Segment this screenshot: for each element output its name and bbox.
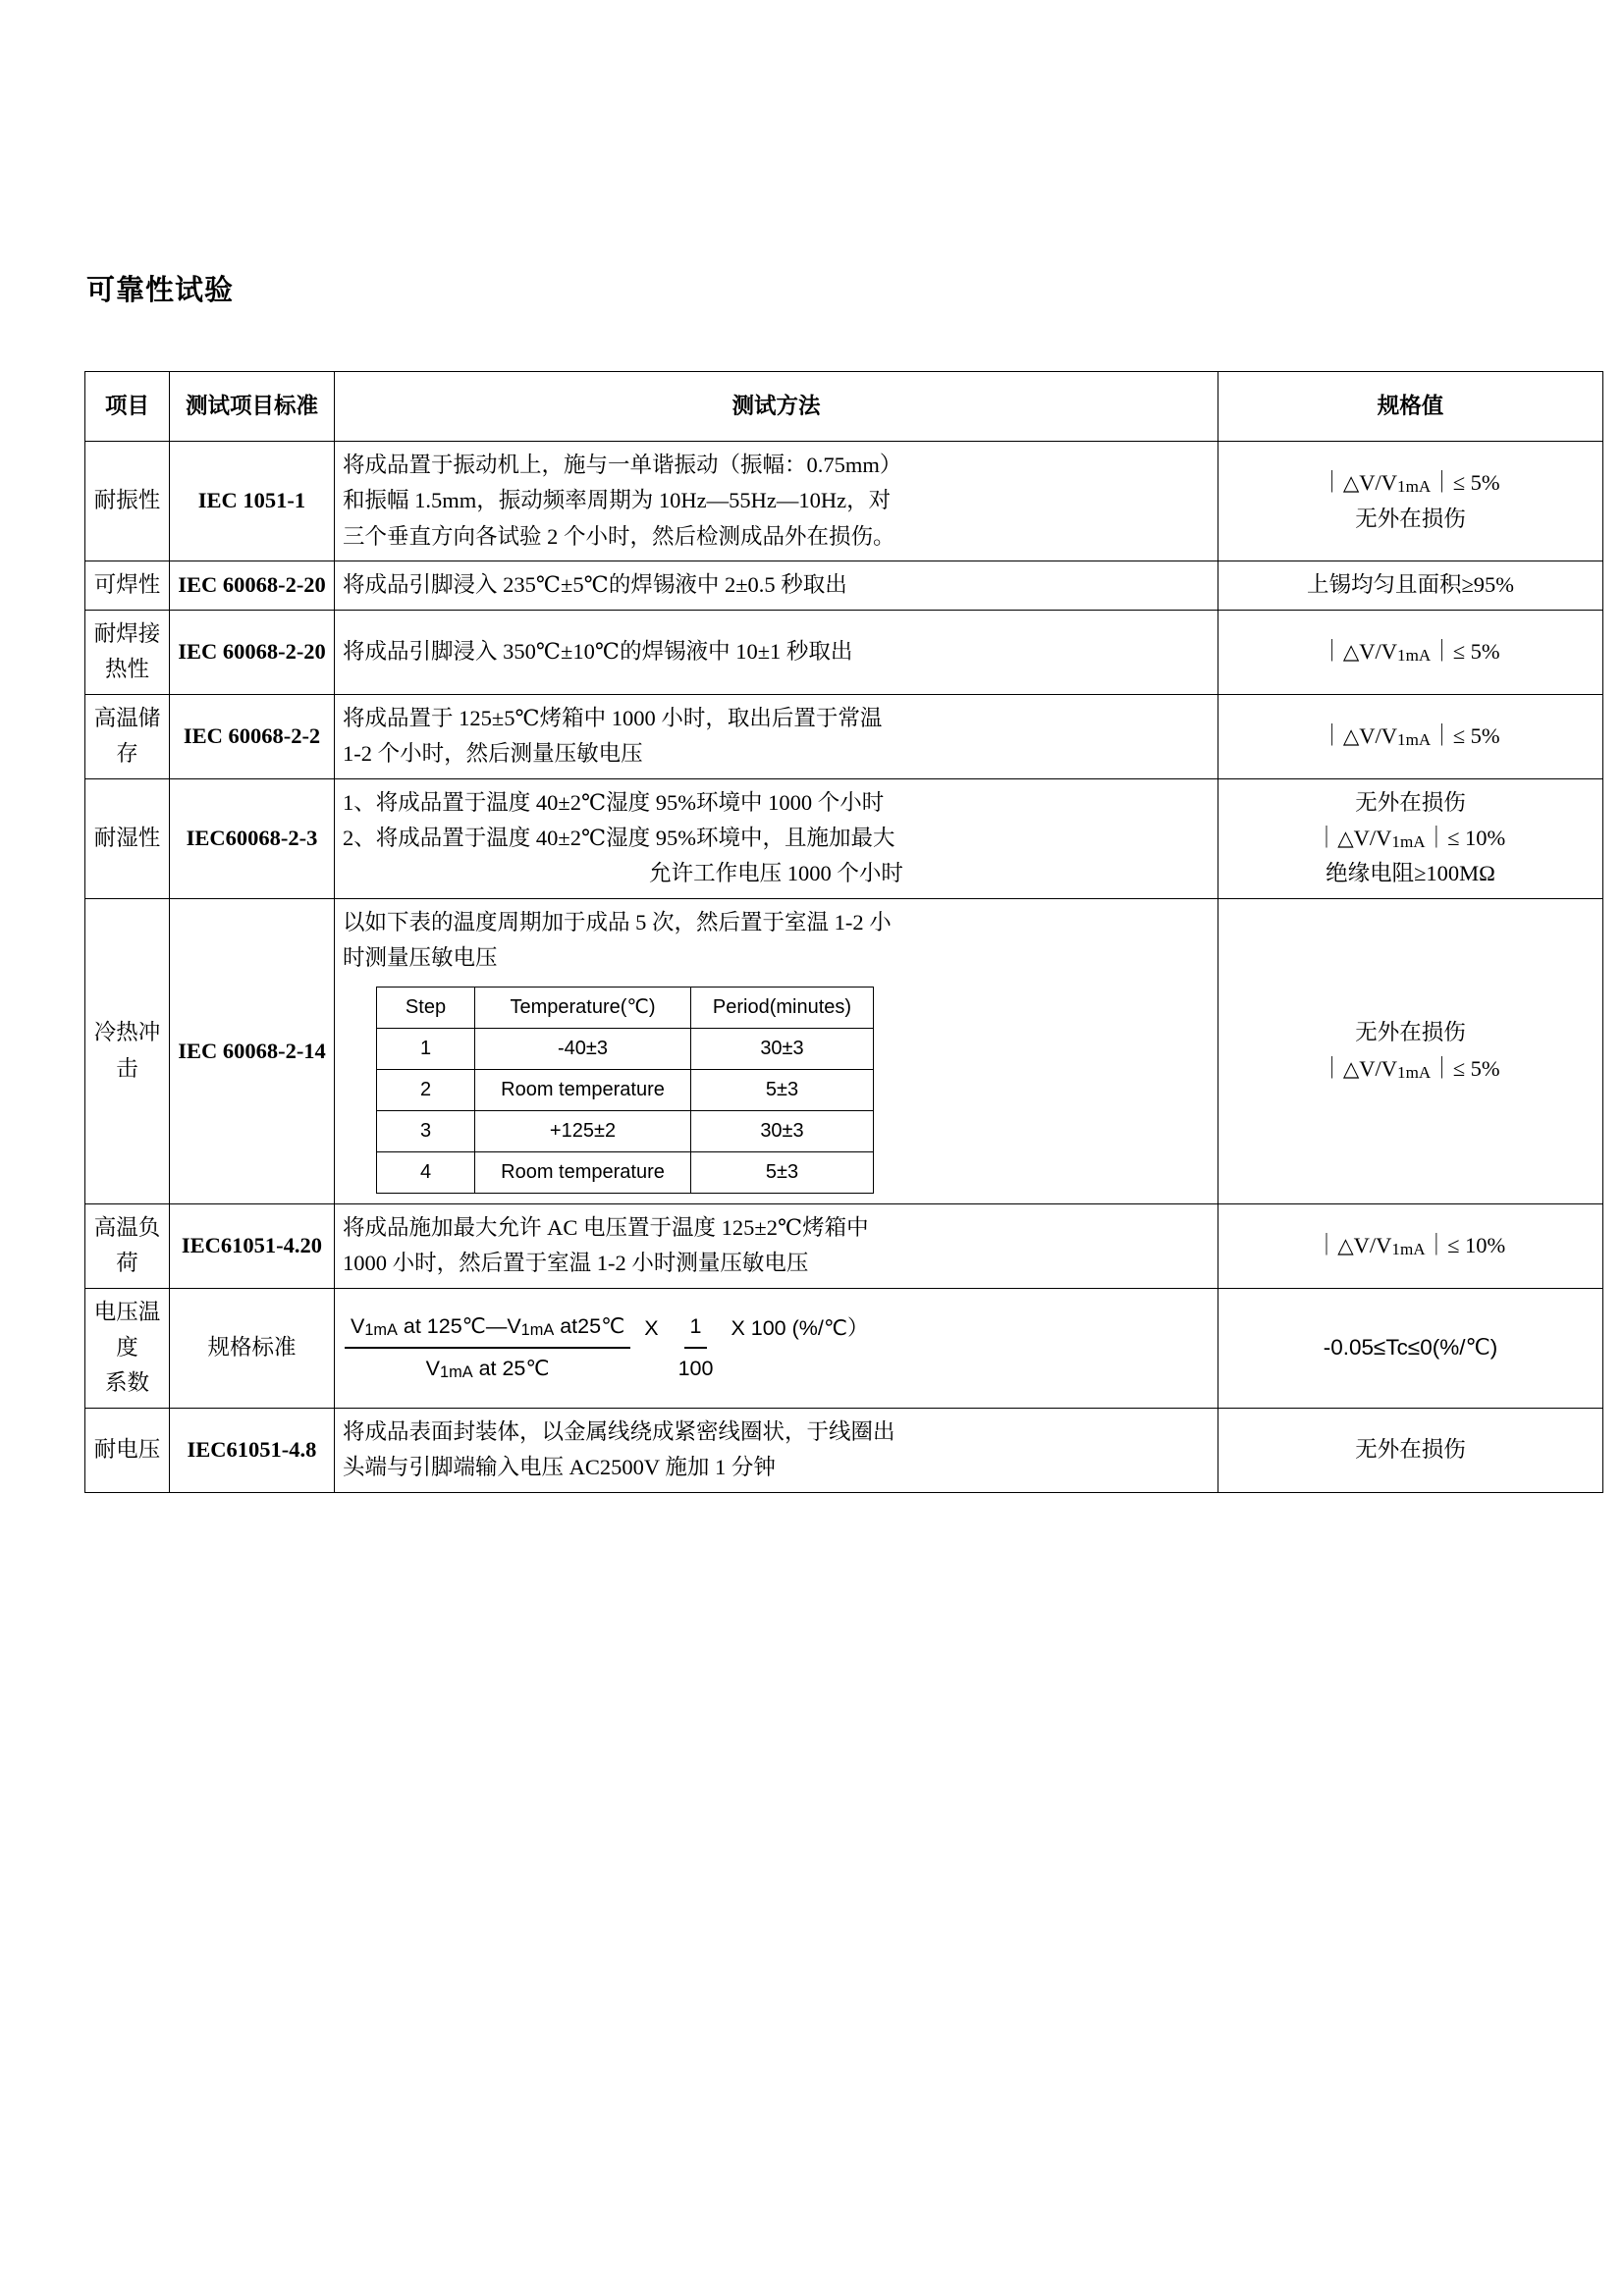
method-line: 将成品引脚浸入 350℃±10℃的焊锡液中 10±1 秒取出 bbox=[343, 638, 853, 664]
row-standard: IEC 1051-1 bbox=[170, 442, 335, 561]
row-spec bbox=[1218, 1203, 1603, 1288]
row-method bbox=[335, 442, 1218, 561]
row-item-name bbox=[85, 1288, 170, 1408]
row-method-formula bbox=[335, 1288, 1218, 1408]
spec-line: ｜△V/V1mA｜≤ 5% bbox=[1321, 722, 1500, 749]
thermal-cell-period: 5±3 bbox=[691, 1069, 874, 1110]
thermal-cell-step: 4 bbox=[377, 1151, 475, 1193]
spec-subscript: 1mA bbox=[1397, 645, 1432, 665]
method-line: 允许工作电压 1000 个小时 bbox=[649, 861, 903, 886]
row-item-line: 电压温度 bbox=[93, 1299, 161, 1360]
spec-line: ｜△V/V1mA｜≤ 10% bbox=[1315, 1232, 1506, 1258]
table-row bbox=[85, 694, 1603, 778]
table-row bbox=[85, 561, 1603, 610]
table-row bbox=[85, 898, 1603, 1203]
spec-line: 无外在损伤 bbox=[1355, 506, 1466, 531]
thermal-cell-step: 3 bbox=[377, 1110, 475, 1151]
row-item-line: 系数 bbox=[104, 1370, 149, 1396]
row-standard: IEC61051-4.8 bbox=[170, 1408, 335, 1492]
method-line: 三个垂直方向各试验 2 个小时，然后检测成品外在损伤。 bbox=[343, 523, 895, 549]
row-method bbox=[335, 561, 1218, 610]
thermal-row bbox=[377, 1110, 874, 1151]
thermal-row bbox=[377, 1028, 874, 1069]
row-spec bbox=[1218, 442, 1603, 561]
thermal-cell-temperature: -40±3 bbox=[475, 1028, 691, 1069]
spec-line: ｜△V/V1mA｜≤ 5% bbox=[1321, 470, 1500, 497]
row-method bbox=[335, 1408, 1218, 1492]
column-header-standard: 测试项目标准 bbox=[170, 372, 335, 442]
row-item-name: 耐湿性 bbox=[85, 778, 170, 898]
formula-denominator: V1mA at 25℃ bbox=[425, 1357, 550, 1382]
thermal-cycle-table bbox=[376, 987, 874, 1194]
spec-line: 上锡均匀且面积≥95% bbox=[1306, 572, 1515, 598]
spec-subscript: 1mA bbox=[1397, 477, 1432, 497]
method-line: 2、将成品置于温度 40±2℃湿度 95%环境中，且施加最大 bbox=[343, 825, 895, 850]
method-line: 时测量压敏电压 bbox=[343, 945, 498, 971]
row-item-name: 耐电压 bbox=[85, 1408, 170, 1492]
row-item-name: 高温储存 bbox=[85, 694, 170, 778]
row-spec: -0.05≤Tc≤0(%/℃) bbox=[1218, 1288, 1603, 1408]
method-line: 将成品引脚浸入 235℃±5℃的焊锡液中 2±0.5 秒取出 bbox=[343, 572, 847, 598]
spec-line: ｜△V/V1mA｜≤ 5% bbox=[1321, 1055, 1500, 1082]
spec-line: 无外在损伤 bbox=[1355, 1020, 1466, 1045]
spec-subscript: 1mA bbox=[1397, 1062, 1432, 1082]
method-line: 以如下表的温度周期加于成品 5 次，然后置于室温 1-2 小 bbox=[343, 909, 892, 934]
row-item-name: 耐焊接热性 bbox=[85, 610, 170, 694]
table-row bbox=[85, 610, 1603, 694]
page-title: 可靠性试验 bbox=[86, 275, 235, 306]
table-row bbox=[85, 778, 1603, 898]
row-standard: 规格标准 bbox=[170, 1288, 335, 1408]
row-spec: 无外在损伤 bbox=[1218, 1408, 1603, 1492]
formula-numerator: V1mA at 125℃—V1mA at25℃ bbox=[345, 1309, 630, 1349]
thermal-cell-temperature: +125±2 bbox=[475, 1110, 691, 1151]
row-standard: IEC 60068-2-20 bbox=[170, 561, 335, 610]
row-standard: IEC60068-2-3 bbox=[170, 778, 335, 898]
method-line: 将成品置于振动机上，施与一单谐振动（振幅：0.75mm） bbox=[343, 453, 902, 477]
thermal-cell-period: 5±3 bbox=[691, 1151, 874, 1193]
method-line: 1000 小时，然后置于室温 1-2 小时测量压敏电压 bbox=[343, 1251, 809, 1276]
thermal-col-temperature: Temperature(℃) bbox=[475, 987, 691, 1028]
column-header-item: 项目 bbox=[85, 372, 170, 442]
row-item-name: 可焊性 bbox=[85, 561, 170, 610]
row-method bbox=[335, 694, 1218, 778]
table-row bbox=[85, 1288, 1603, 1408]
spec-subscript: 1mA bbox=[1391, 1239, 1426, 1258]
reliability-test-table bbox=[84, 371, 1603, 1493]
method-line: 1、将成品置于温度 40±2℃湿度 95%环境中 1000 个小时 bbox=[343, 789, 885, 815]
formula-main-fraction bbox=[345, 1309, 630, 1386]
thermal-row bbox=[377, 1069, 874, 1110]
spec-line: 无外在损伤 bbox=[1355, 789, 1466, 815]
formula-factor-numerator: 1 bbox=[684, 1309, 708, 1349]
row-method bbox=[335, 778, 1218, 898]
table-header-row bbox=[85, 372, 1603, 442]
method-line: 头端与引脚端输入电压 AC2500V 施加 1 分钟 bbox=[343, 1455, 776, 1480]
thermal-cell-temperature: Room temperature bbox=[475, 1151, 691, 1193]
thermal-row bbox=[377, 1151, 874, 1193]
thermal-cell-step: 1 bbox=[377, 1028, 475, 1069]
row-method bbox=[335, 898, 1218, 1203]
row-spec bbox=[1218, 778, 1603, 898]
spec-line: ｜△V/V1mA｜≤ 5% bbox=[1321, 638, 1500, 665]
table-row bbox=[85, 1203, 1603, 1288]
row-spec bbox=[1218, 561, 1603, 610]
formula-factor-denominator: 100 bbox=[677, 1357, 714, 1381]
spec-subscript: 1mA bbox=[1391, 831, 1426, 851]
table-row bbox=[85, 442, 1603, 561]
row-standard: IEC 60068-2-20 bbox=[170, 610, 335, 694]
row-item-name: 冷热冲击 bbox=[85, 898, 170, 1203]
row-standard: IEC 60068-2-2 bbox=[170, 694, 335, 778]
temperature-coefficient-formula bbox=[343, 1306, 1210, 1390]
thermal-cell-step: 2 bbox=[377, 1069, 475, 1110]
spec-line: 绝缘电阻≥100MΩ bbox=[1326, 861, 1495, 886]
method-line: 和振幅 1.5mm，振动频率周期为 10Hz—55Hz—10Hz，对 bbox=[343, 488, 892, 513]
table-row bbox=[85, 1408, 1603, 1492]
thermal-cell-period: 30±3 bbox=[691, 1110, 874, 1151]
thermal-header-row bbox=[377, 987, 874, 1028]
spec-subscript: 1mA bbox=[1397, 729, 1432, 749]
formula-operator: X bbox=[644, 1316, 659, 1341]
row-method bbox=[335, 1203, 1218, 1288]
row-standard: IEC 60068-2-14 bbox=[170, 898, 335, 1203]
row-method bbox=[335, 610, 1218, 694]
method-line: 将成品表面封装体，以金属线绕成紧密线圈状，于线圈出 bbox=[343, 1418, 895, 1444]
formula-factor-fraction bbox=[673, 1309, 720, 1386]
column-header-method: 测试方法 bbox=[335, 372, 1218, 442]
thermal-col-period: Period(minutes) bbox=[691, 987, 874, 1028]
thermal-col-step: Step bbox=[377, 987, 475, 1028]
formula-tail: X 100 (%/℃） bbox=[731, 1316, 869, 1341]
spec-line: ｜△V/V1mA｜≤ 10% bbox=[1315, 825, 1506, 851]
thermal-cell-temperature: Room temperature bbox=[475, 1069, 691, 1110]
row-standard: IEC61051-4.20 bbox=[170, 1203, 335, 1288]
thermal-cell-period: 30±3 bbox=[691, 1028, 874, 1069]
method-line: 将成品置于 125±5℃烤箱中 1000 小时，取出后置于常温 bbox=[343, 705, 883, 730]
method-line: 1-2 个小时，然后测量压敏电压 bbox=[343, 741, 643, 767]
column-header-spec: 规格值 bbox=[1218, 372, 1603, 442]
row-item-name: 高温负荷 bbox=[85, 1203, 170, 1288]
row-spec bbox=[1218, 898, 1603, 1203]
method-line: 将成品施加最大允许 AC 电压置于温度 125±2℃烤箱中 bbox=[343, 1214, 869, 1240]
row-spec bbox=[1218, 610, 1603, 694]
row-spec bbox=[1218, 694, 1603, 778]
row-item-name: 耐振性 bbox=[85, 442, 170, 561]
